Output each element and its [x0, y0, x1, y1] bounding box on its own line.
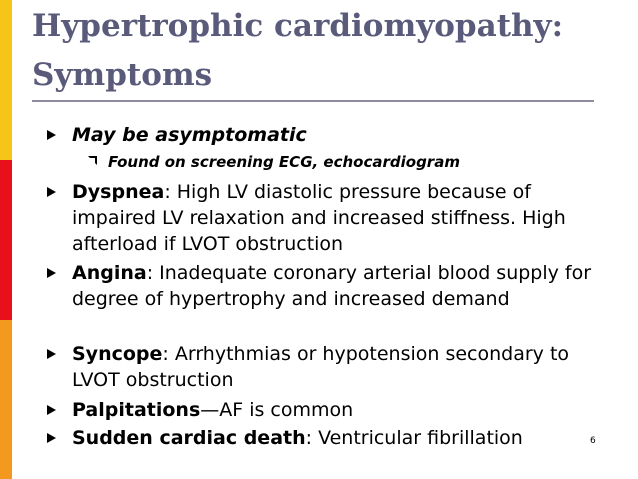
- bullet-angina: [70, 260, 610, 312]
- title-line-1: Hypertrophic cardiomyopathy:: [32, 8, 564, 44]
- bullet-term: Syncope: [72, 343, 163, 365]
- bullet-arrow-icon: [47, 349, 56, 359]
- bullet-arrow-icon: [47, 187, 56, 197]
- sub-bullet-screening: [108, 152, 588, 172]
- bullet-text: : Arrhythmias or hypotension secondary to LVOT obstruction: [72, 343, 570, 391]
- bullet-arrow-icon: [47, 433, 56, 443]
- bullet-arrow-icon: [47, 268, 56, 278]
- bullet-text: : Inadequate coronary arterial blood supply for degree of hypertrophy and increased demand: [72, 262, 592, 310]
- bullet-term: Angina: [72, 262, 147, 284]
- sub-bullet-text: Found on screening ECG, echocardiogram: [108, 153, 460, 171]
- accent-bar-yellow: [0, 0, 12, 160]
- bullet-term: Sudden cardiac death: [72, 427, 306, 449]
- bullet-arrow-icon: [47, 405, 56, 415]
- bullet-sudden-death: [70, 425, 610, 451]
- bullet-palpitations: [70, 397, 610, 423]
- bullet-syncope: [70, 341, 610, 393]
- accent-bar-red: [0, 160, 12, 320]
- bullet-text: —AF is common: [200, 399, 354, 421]
- bullet-text: : Ventricular fibrillation: [305, 427, 523, 449]
- title-divider: [32, 100, 594, 102]
- slide-title: [32, 2, 622, 100]
- bullet-asymptomatic: [70, 122, 610, 148]
- bullet-term: Dyspnea: [72, 181, 165, 203]
- bullet-arrow-icon: [47, 130, 56, 140]
- sub-bullet-square-icon: [88, 156, 97, 165]
- bullet-term: May be asymptomatic: [72, 124, 307, 146]
- title-line-2: Symptoms: [32, 57, 213, 93]
- bullet-dyspnea: [70, 179, 610, 257]
- bullet-term: Palpitations: [72, 399, 201, 421]
- accent-bar-orange: [0, 320, 12, 479]
- bullet-text: : High LV diastolic pressure because of impaired LV relaxation and increased stiffness. High afterload if LVOT obstruction: [72, 181, 566, 255]
- page-number: 6: [590, 436, 596, 446]
